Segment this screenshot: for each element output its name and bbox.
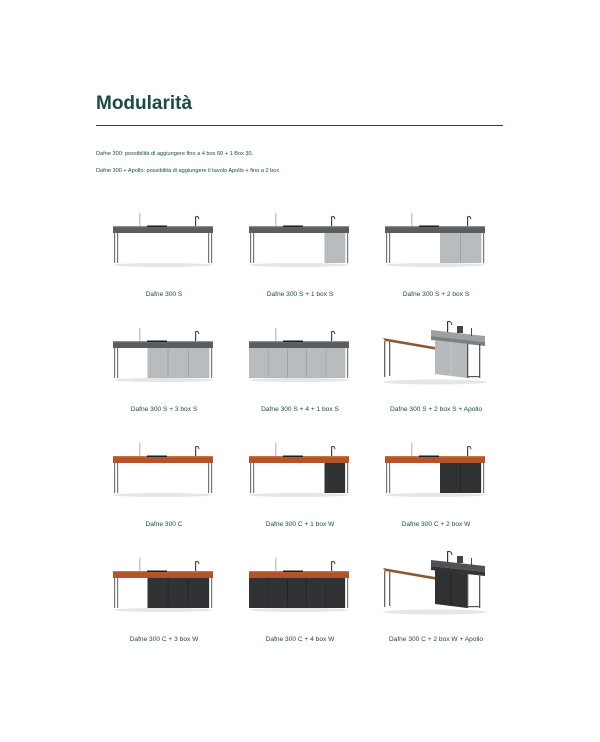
configuration-card <box>368 550 504 665</box>
kitchen-product-image <box>109 205 217 273</box>
kitchen-product-image <box>381 550 489 618</box>
kitchen-product-image <box>381 320 489 388</box>
configuration-caption: Dafne 300 S + 4 + 1 box S <box>261 406 339 413</box>
configuration-card <box>232 550 368 665</box>
title-divider <box>96 125 503 126</box>
configuration-grid <box>96 205 506 665</box>
configuration-card <box>368 435 504 550</box>
kitchen-product-image <box>245 435 353 503</box>
configuration-card <box>96 320 232 435</box>
configuration-card <box>232 435 368 550</box>
configuration-caption: Dafne 300 C + 1 box W <box>265 521 335 528</box>
kitchen-product-image <box>109 435 217 503</box>
page-title: Modularità <box>96 93 193 114</box>
kitchen-product-image <box>245 320 353 388</box>
kitchen-product-image <box>245 205 353 273</box>
configuration-card <box>232 320 368 435</box>
configuration-card <box>96 550 232 665</box>
configuration-caption: Dafne 300 C + 2 box W <box>401 521 471 528</box>
configuration-card <box>96 435 232 550</box>
configuration-caption: Dafne 300 C <box>145 521 183 528</box>
configuration-card <box>232 205 368 320</box>
note-dafne-300: Dafne 300: possibilità di aggiungere fino a 4 box 60 + 1 Box 30. <box>96 151 254 157</box>
configuration-caption: Dafne 300 C + 2 box W + Apollo <box>388 636 484 643</box>
kitchen-product-image <box>245 550 353 618</box>
configuration-card <box>96 205 232 320</box>
configuration-caption: Dafne 300 S + 2 box S <box>402 291 470 298</box>
configuration-caption: Dafne 300 S <box>145 291 183 298</box>
configuration-caption: Dafne 300 C + 3 box W <box>129 636 199 643</box>
kitchen-product-image <box>109 550 217 618</box>
configuration-caption: Dafne 300 S + 3 box S <box>130 406 198 413</box>
configuration-caption: Dafne 300 C + 4 box W <box>265 636 335 643</box>
configuration-card <box>368 205 504 320</box>
kitchen-product-image <box>381 205 489 273</box>
configuration-caption: Dafne 300 S + 1 box S <box>266 291 334 298</box>
kitchen-product-image <box>381 435 489 503</box>
note-dafne-300-apollo: Dafne 300 + Apollo: possibilità di aggiungere il tavolo Apollo + fino a 2 box <box>96 168 280 174</box>
configuration-card <box>368 320 504 435</box>
configuration-caption: Dafne 300 S + 2 box S + Apollo <box>389 406 482 413</box>
kitchen-product-image <box>109 320 217 388</box>
